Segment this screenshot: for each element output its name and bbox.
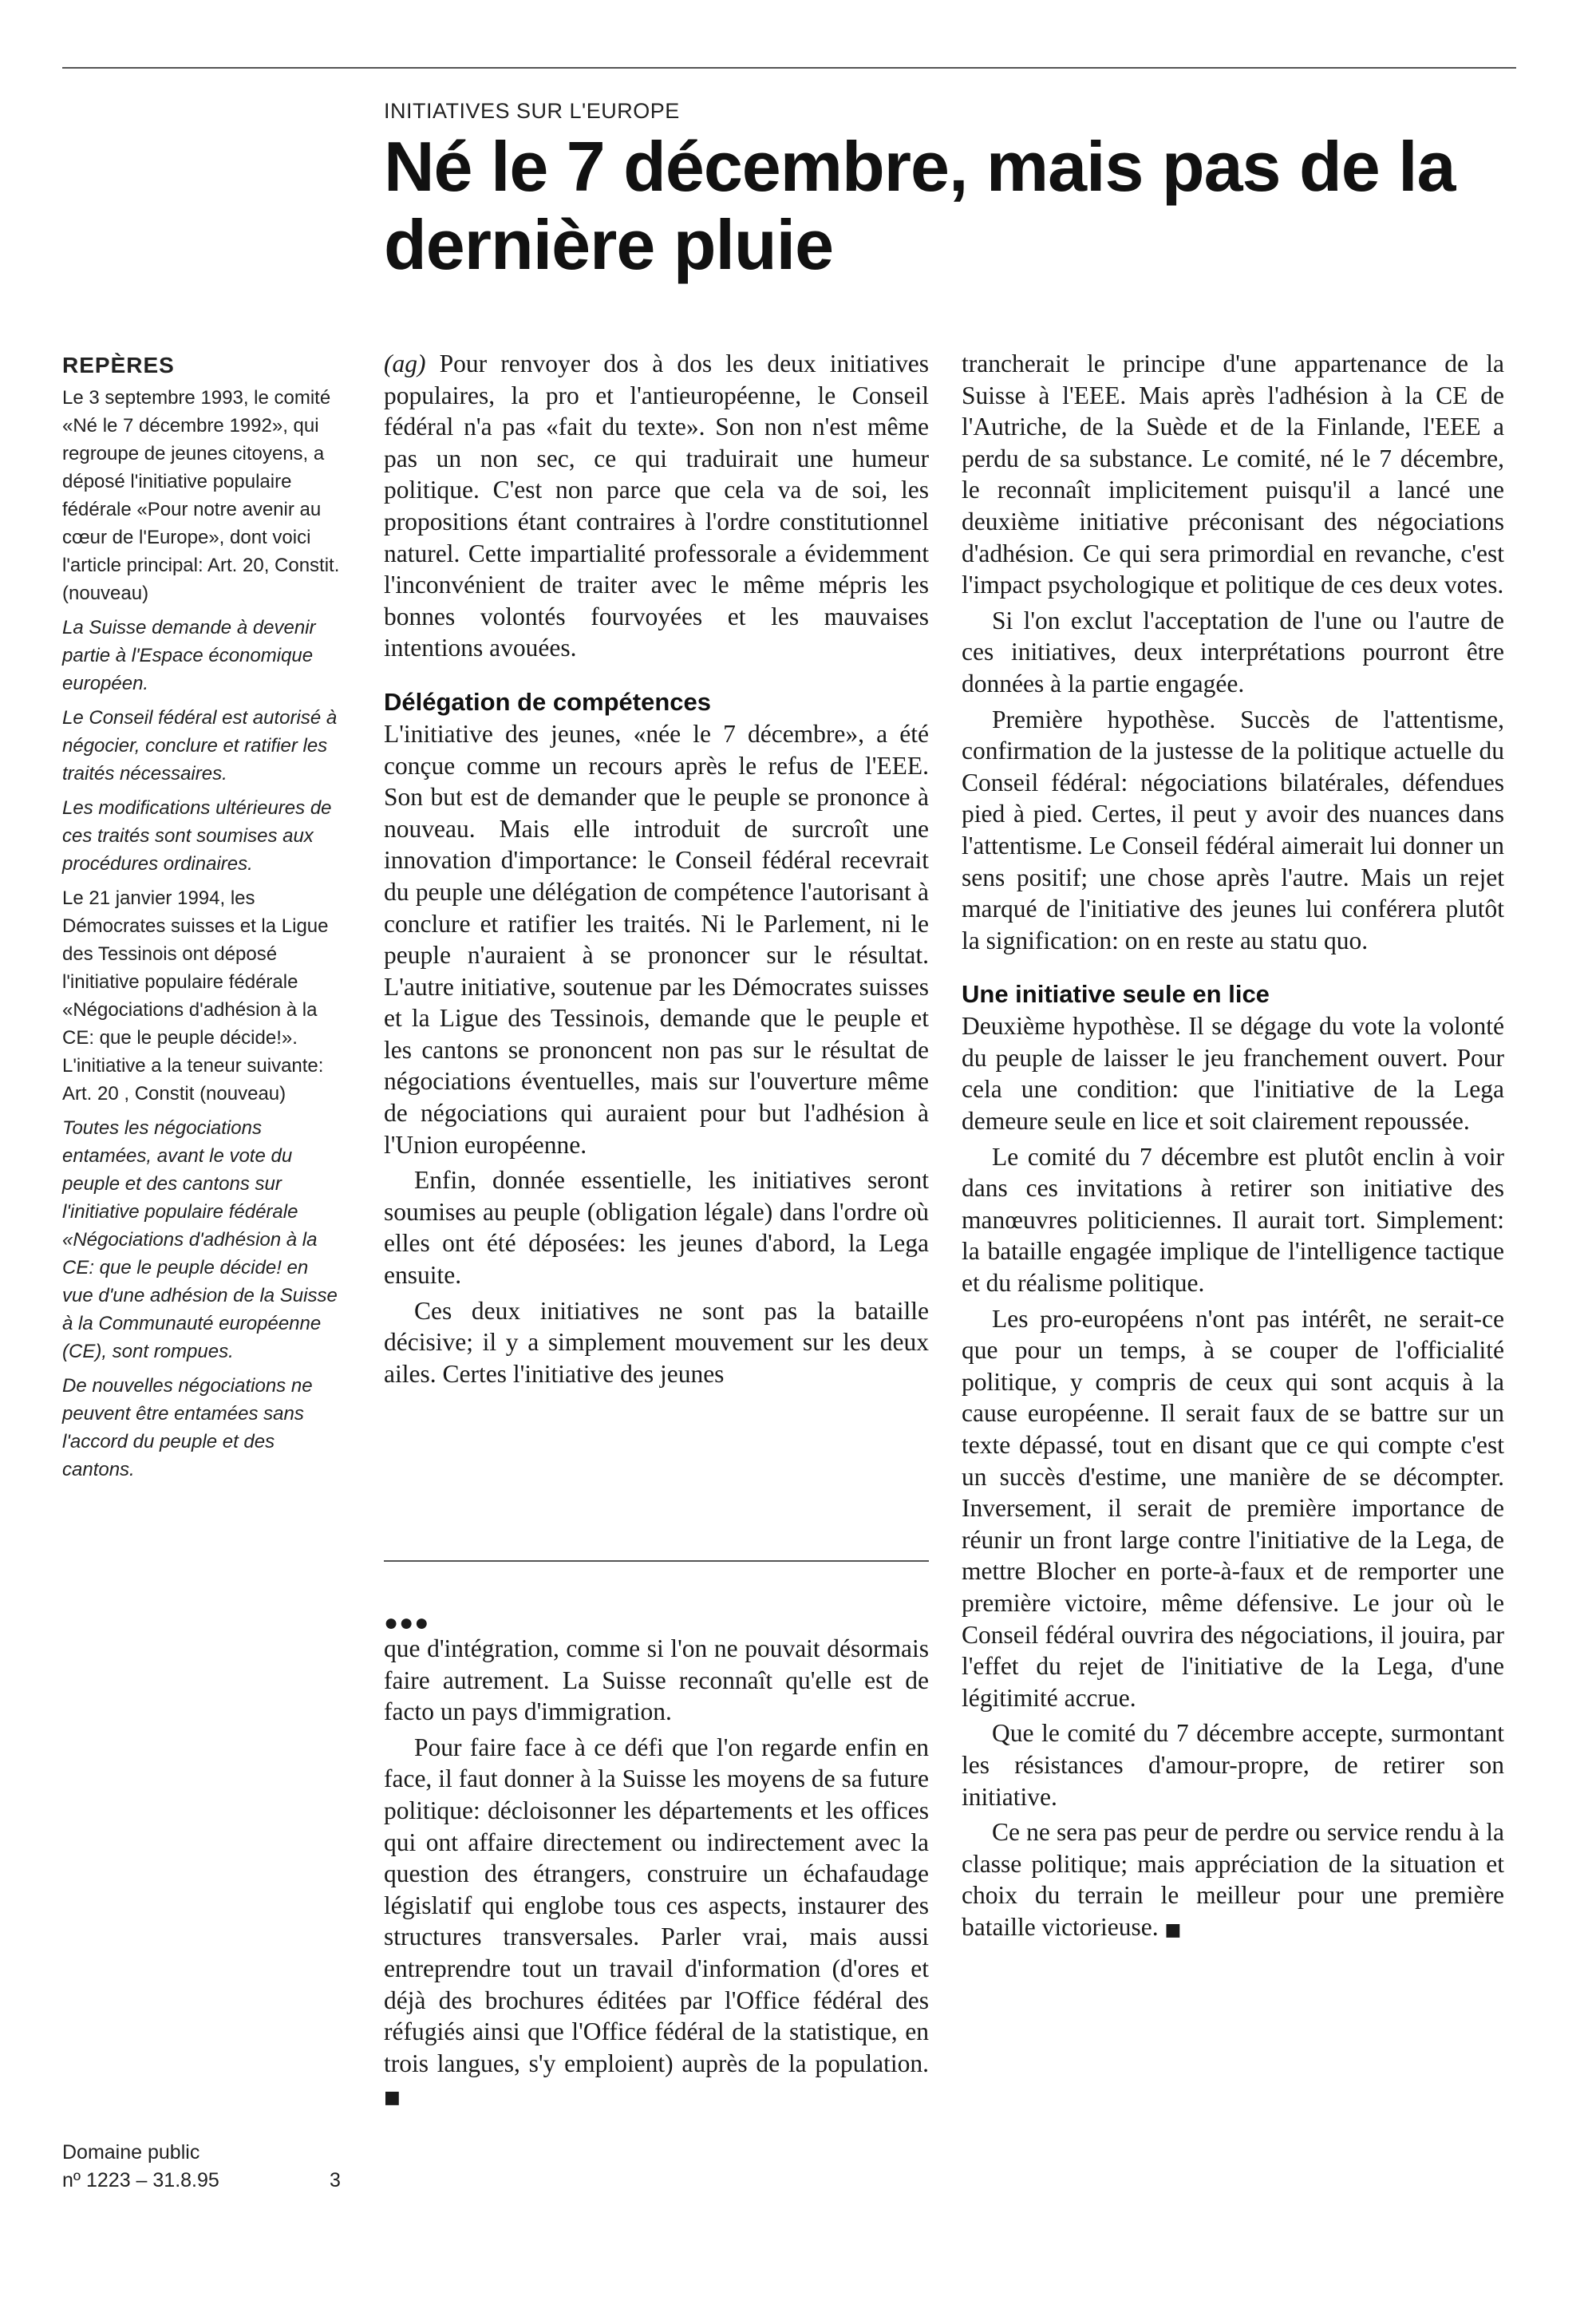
continuation-block — [384, 1606, 929, 2118]
subhead-delegation: Délégation de compétences — [384, 687, 712, 716]
sidebar-paragraph: Toutes les négociations entamées, avant le vote du peuple et des cantons sur l'initiative populaire fédérale «Négociations d'adhésion à la CE: que le peuple décide! en vue d'une adhésion de la Suisse à la Communauté européenne (CE), sont rompues. — [62, 1117, 338, 1362]
publication-footer — [62, 2139, 219, 2195]
end-mark: ■ — [384, 2088, 401, 2108]
sidebar-heading: REPÈRES — [62, 353, 175, 377]
sidebar-paragraph: Le Conseil fédéral est autorisé à négocier, conclure et ratifier les traités nécessaires. — [62, 707, 338, 784]
body-text: Pour faire face à ce défi que l'on regarde enfin en face, il faut donner à la Suisse les moyens de sa future politique: décloisonner les départements et les offices qui ont affaire directement ou indirectement avec la question des étrangers, construire un échafaudage législatif qui englobe tous ces aspects, instaurer des structures transversales. Parler vrai, mais aussi entreprendre tout un travail d'information (d'ores et déjà des brochures éditées par l'Office fédéral des réfugiés ainsi que l'Office fédéral de la statistique, en trois langues, s'y emploient) auprès de la population. — [384, 1733, 929, 2077]
column-two — [962, 348, 1504, 1950]
body-paragraph — [384, 1732, 929, 2114]
continuation-marker: ●●● — [384, 1610, 430, 1636]
body-paragraph: que d'intégration, comme si l'on ne pouvait désormais faire autrement. La Suisse reconnaît qu'elle est de facto un pays d'immigration. — [384, 1634, 929, 1726]
subhead-seule-en-lice: Une initiative seule en lice — [962, 980, 1270, 1009]
intro-paragraph — [384, 348, 929, 664]
page-number: 3 — [330, 2169, 341, 2191]
sidebar-paragraph: Le 3 septembre 1993, le comité «Né le 7 décembre 1992», qui regroupe de jeunes citoyens, a déposé l'initiative populaire fédérale «Pour notre avenir au cœur de l'Europe», dont voici l'article principal: Art. 20, Constit. (nouveau) — [62, 387, 340, 604]
sidebar-paragraph: La Suisse demande à devenir partie à l'Espace économique européen. — [62, 617, 316, 694]
issue-number: nº 1223 – 31.8.95 — [62, 2169, 219, 2191]
section-kicker: INITIATIVES SUR L'EUROPE — [384, 99, 680, 123]
body-paragraph: Deuxième hypothèse. Il se dégage du vote la volonté du peuple de laisser le jeu franchement ouvert. Pour cela une condition: que l'initiative de la Lega demeure seule en lice et soit clairement repoussée. — [962, 1012, 1504, 1136]
intro-text: Pour renvoyer dos à dos les deux initiatives populaires, la pro et l'antieuropéenne, le Conseil fédéral n'a pas «fait du texte». Son non n'est même pas un non sec, ce qui traduirait une humeur politique. C'est non parce que cela va de soi, les propositions étant contraires à l'ordre constitutionnel naturel. Cette impartialité professorale a évidemment l'inconvénient de traiter avec le même mépris les bonnes volontés fourvoyées et les mauvaises intentions avouées. — [384, 350, 929, 662]
column-divider-rule — [384, 1560, 929, 1562]
column-one — [384, 348, 929, 1393]
body-text: Ce ne sera pas peur de perdre ou service rendu à la classe politique; mais appréciation de la situation et choix du terrain le meilleur pour une première bataille victorieuse. — [962, 1818, 1504, 1941]
end-mark: ■ — [1164, 1919, 1182, 1940]
body-paragraph: Enfin, donnée essentielle, les initiatives seront soumises au peuple (obligation légale) dans l'ordre où elles ont été déposées: les jeunes d'abord, la Lega ensuite. — [384, 1166, 929, 1290]
body-paragraph: trancherait le principe d'une appartenance de la Suisse à l'EEE. Mais après l'adhésion à la CE de l'Autriche, de la Suède et de la Finlande, l'EEE a perdu de sa substance. Le comité, né le 7 décembre, le reconnaît implicitement puisqu'il a lancé une deuxième initiative préconisant des négociations d'adhésion. Ce qui sera primordial en revanche, c'est l'impact psychologique et politique de ces deux votes. — [962, 350, 1504, 599]
reperes-sidebar — [62, 351, 343, 1490]
body-paragraph: Ces deux initiatives ne sont pas la bataille décisive; il y a simplement mouvement sur les deux ailes. Certes l'initiative des jeunes — [384, 1296, 929, 1388]
sidebar-paragraph: Le 21 janvier 1994, les Démocrates suisses et la Ligue des Tessinois ont déposé l'initiative populaire fédérale «Négociations d'adhésion à la CE: que le peuple décide!». L'initiative a la teneur suivante: Art. 20 , Constit (nouveau) — [62, 887, 329, 1105]
sidebar-paragraph: De nouvelles négociations ne peuvent être entamées sans l'accord du peuple et des cantons. — [62, 1375, 313, 1480]
body-paragraph: Le comité du 7 décembre est plutôt enclin à voir dans ces invitations à retirer son initiative des manœuvres politiciennes. Il aurait tort. Simplement: la bataille engagée implique de l'intelligence tactique et du réalisme politique. — [962, 1142, 1504, 1298]
sidebar-paragraph: Les modifications ultérieures de ces traités sont soumises aux procédures ordinaires. — [62, 797, 332, 875]
body-paragraph: Que le comité du 7 décembre accepte, surmontant les résistances d'amour-propre, de retirer son initiative. — [962, 1719, 1504, 1811]
body-paragraph: Les pro-européens n'ont pas intérêt, ne serait-ce que pour un temps, à se couper de l'officialité politique, y compris de ceux qui sont acquis à la cause européenne. Il serait faux de se battre sur un texte dépassé, tout en disant que ce qui compte c'est un succès d'estime, une manière de se décompter. Inversement, il serait de première importance de réunir un front large contre l'initiative de la Lega, de mettre Blocher en porte-à-faux et de remporter une première victoire, même défensive. Le jour où le Conseil fédéral ouvrira des négociations, il jouira, par l'effet du rejet de l'initiative de la Lega, d'une légitimité accrue. — [962, 1304, 1504, 1712]
body-paragraph: L'initiative des jeunes, «née le 7 décembre», a été conçue comme un recours après le refus de l'EEE. Son but est de demander que le peuple se prononce à nouveau. Mais elle introduit de surcroît une innovation d'importance: le Conseil fédéral recevrait du peuple une délégation de compétence l'autorisant à conclure et ratifier les traités. Ni le Parlement, ni le peuple n'auraient à se prononcer sur le résultat. L'autre initiative, soutenue par les Démocrates suisses et la Ligue des Tessinois, demande que le peuple et les cantons se prononcent non pas sur le résultat de négociations éventuelles, mais sur l'ouverture même de négociations qui auraient pour but l'adhésion à l'Union européenne. — [384, 719, 929, 1159]
body-paragraph: Première hypothèse. Succès de l'attentisme, confirmation de la justesse de la politique actuelle du Conseil fédéral: négociations bilatérales, défendues pied à pied. Certes, il peut y avoir des nuances dans l'attentisme. Le Conseil fédéral aimerait lui donner un sens positif; une chose après l'autre. Mais un rejet marqué de l'initiative des jeunes lui conférera plutôt la signification: on en reste au statu quo. — [962, 705, 1504, 954]
article-title: Né le 7 décembre, mais pas de la dernière pluie — [384, 127, 1456, 284]
publication-name: Domaine public — [62, 2141, 200, 2164]
body-paragraph: Si l'on exclut l'acceptation de l'une ou l'autre de ces initiatives, deux interprétations pourront être données à la partie engagée. — [962, 606, 1504, 698]
body-paragraph — [962, 1816, 1504, 1946]
author-tag: (ag) — [384, 350, 426, 377]
top-rule — [62, 67, 1516, 69]
